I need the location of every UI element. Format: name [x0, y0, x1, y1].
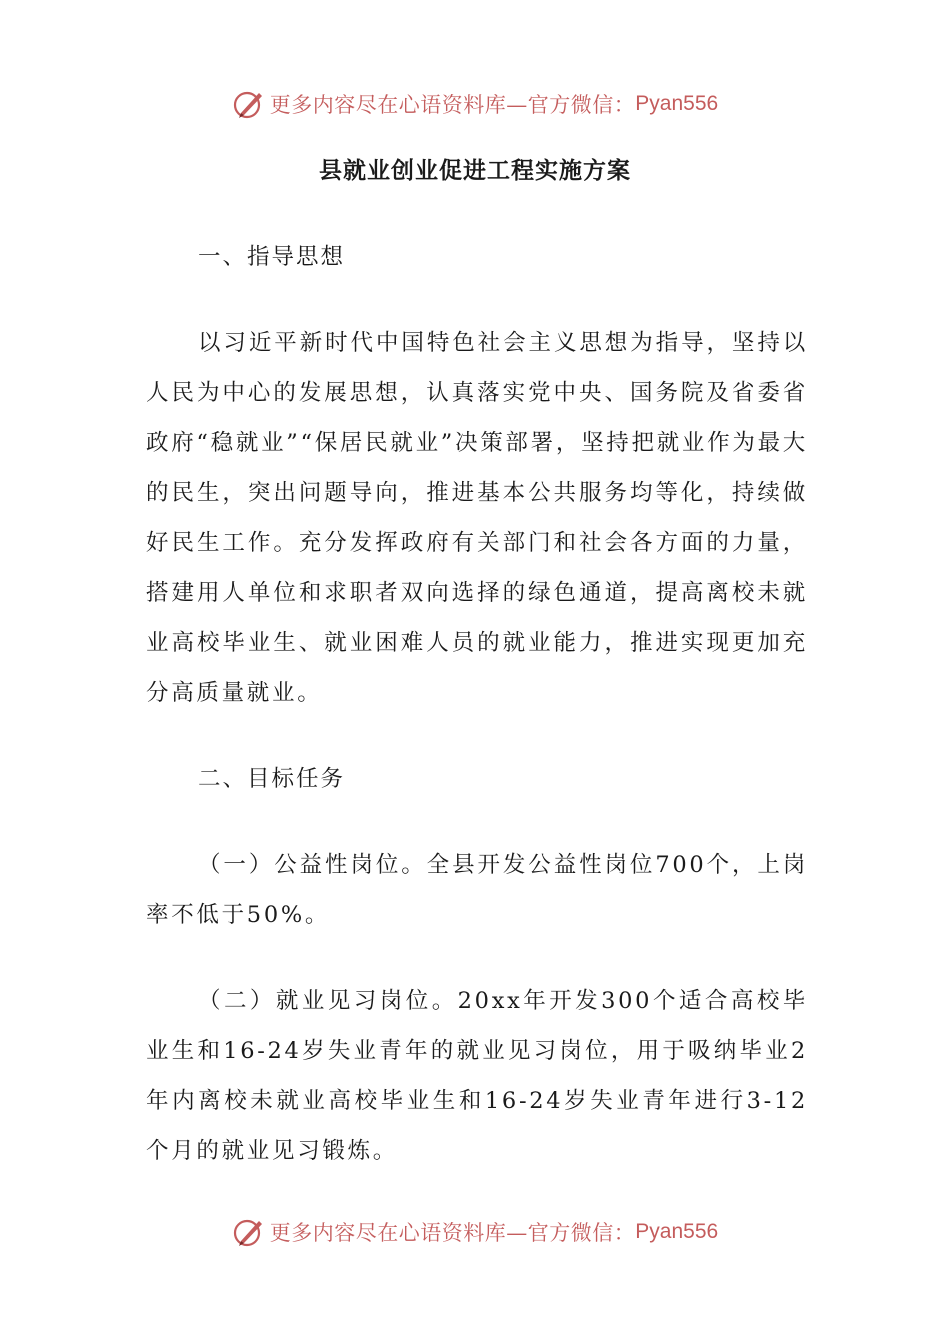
paragraph: 以习近平新时代中国特色社会主义思想为指导，坚持以人民为中心的发展思想，认真落实党中央、国务院及省委省政府“稳就业”“保居民就业”决策部署，坚持把就业作为最大的民生，突出问题导向，推进基本公共服务均等化，持续做好民生工作。充分发挥政府有关部门和社会各方面的力量，搭建用人单位和求职者双向选择的绿色通道，提高离校未就业高校毕业生、就业困难人员的就业能力，推进实现更加充分高质量就业。 — [146, 330, 808, 706]
banner-text: 更多内容尽在心语资料库—官方微信： — [269, 93, 636, 117]
section-heading: 一、指导思想 — [198, 244, 346, 270]
header-banner — [0, 84, 950, 124]
paragraph: （二）就业见习岗位。20xx年开发300个适合高校毕业生和16-24岁失业青年的就业见习岗位，用于吸纳毕业2年内离校未就业高校毕业生和16-24岁失业青年进行3-12个月的就业见习锻炼。 — [146, 988, 808, 1164]
document-body — [146, 232, 808, 1176]
banner-wechat-id: Pyan556 — [635, 92, 719, 115]
paragraph: （一）公益性岗位。全县开发公益性岗位700个，上岗率不低于50%。 — [146, 852, 808, 928]
banner-wechat-id: Pyan556 — [635, 1220, 719, 1243]
document-title: 县就业创业促进工程实施方案 — [319, 157, 631, 184]
pen-logo-icon — [232, 87, 266, 121]
banner-text: 更多内容尽在心语资料库—官方微信： — [269, 1221, 636, 1245]
footer-banner — [0, 1212, 950, 1252]
pen-logo-icon — [232, 1215, 266, 1249]
section-heading: 二、目标任务 — [198, 766, 346, 792]
